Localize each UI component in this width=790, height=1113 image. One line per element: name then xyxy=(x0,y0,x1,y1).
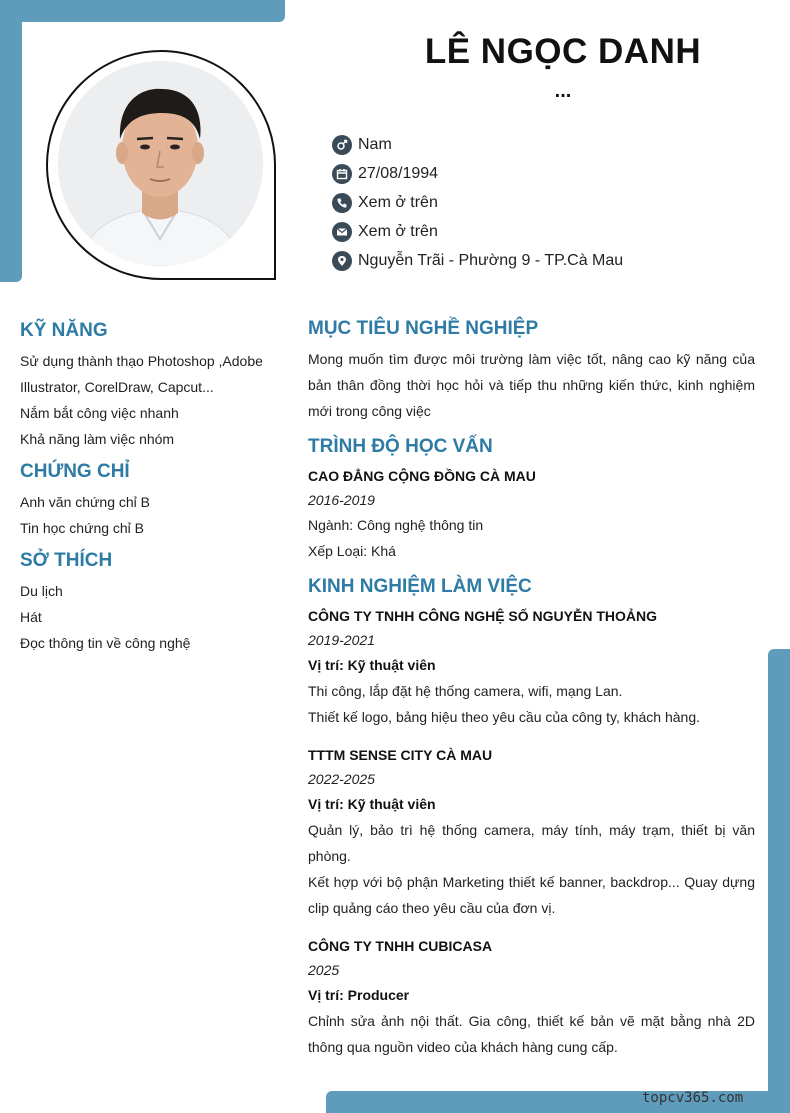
skill-item: Nắm bắt công việc nhanh xyxy=(20,405,179,421)
objective-title: MỤC TIÊU NGHỀ NGHIỆP xyxy=(308,318,539,339)
skill-item: Sử dụng thành thạo Photoshop ,Adobe xyxy=(20,353,263,369)
job-company: CÔNG TY TNHH CUBICASA xyxy=(308,938,493,954)
job-company: CÔNG TY TNHH CÔNG NGHỆ SỐ NGUYỄN THOẢNG xyxy=(308,608,657,624)
hobby-item: Đọc thông tin về công nghệ xyxy=(20,635,191,651)
decor-bar-top xyxy=(0,0,285,22)
certificates-title: CHỨNG CHỈ xyxy=(20,461,130,482)
personal-info xyxy=(332,130,623,275)
info-phone xyxy=(332,188,623,217)
phone-value: Xem ở trên xyxy=(358,193,438,211)
certificate-item: Tin học chứng chỉ B xyxy=(20,520,145,536)
certificate-item: Anh văn chứng chỉ B xyxy=(20,494,151,510)
decor-bar-left xyxy=(0,0,22,282)
right-column xyxy=(308,316,755,1060)
job-years: 2025 xyxy=(308,962,340,978)
calendar-icon xyxy=(332,164,352,184)
school-name: CAO ĐẲNG CỘNG ĐỒNG CÀ MAU xyxy=(308,468,536,484)
candidate-name: LÊ NGỌC DANH xyxy=(424,32,702,71)
job-role: Vị trí: Kỹ thuật viên xyxy=(308,796,436,812)
skill-item: Khả năng làm việc nhóm xyxy=(20,431,175,447)
phone-icon xyxy=(332,193,352,213)
job-entry xyxy=(308,934,755,1060)
left-column xyxy=(20,318,280,663)
profile-photo xyxy=(58,61,263,266)
skills-section xyxy=(20,318,280,452)
hobbies-section xyxy=(20,548,280,656)
job-description: Thiết kế logo, bảng hiệu theo yêu cầu của công ty, khách hàng. xyxy=(308,709,701,725)
email-value: Xem ở trên xyxy=(358,222,438,240)
job-years: 2022-2025 xyxy=(308,771,375,787)
skills-title: KỸ NĂNG xyxy=(20,320,108,341)
watermark-text: topcv365.com xyxy=(642,1090,744,1106)
job-role: Vị trí: Kỹ thuật viên xyxy=(308,657,436,673)
education-section xyxy=(308,434,755,564)
experience-section xyxy=(308,574,755,1060)
education-grade: Xếp Loại: Khá xyxy=(308,543,396,559)
job-description: Thi công, lắp đặt hệ thống camera, wifi, mạng Lan. xyxy=(308,683,623,699)
job-years: 2019-2021 xyxy=(308,632,375,648)
job-company: TTTM SENSE CITY CÀ MAU xyxy=(308,747,493,763)
hobby-item: Du lịch xyxy=(20,583,63,599)
decor-bar-right xyxy=(768,649,790,1113)
skill-item: Illustrator, CorelDraw, Capcut... xyxy=(20,379,214,395)
gender-icon xyxy=(332,135,352,155)
location-icon xyxy=(332,251,352,271)
info-gender xyxy=(332,130,623,159)
birthdate-value: 27/08/1994 xyxy=(358,164,439,182)
education-major: Ngành: Công nghệ thông tin xyxy=(308,517,484,533)
objective-text: Mong muốn tìm được môi trường làm việc tốt, nâng cao kỹ năng của bản thân đồng thời học hỏi và tiếp thu những kiến thức, kinh nghiệm mới trong công việc xyxy=(308,351,755,419)
job-description: Quản lý, bảo trì hệ thống camera, máy tính, máy trạm, thiết bị văn phòng. xyxy=(308,822,755,864)
education-years: 2016-2019 xyxy=(308,492,375,508)
job-role: Vị trí: Producer xyxy=(308,987,410,1003)
email-icon xyxy=(332,222,352,242)
objective-section xyxy=(308,316,755,424)
info-email xyxy=(332,217,623,246)
info-address xyxy=(332,246,623,275)
job-description: Kết hợp với bộ phận Marketing thiết kế banner, backdrop... Quay dựng clip quảng cáo theo yêu cầu của đơn vị. xyxy=(308,874,755,916)
job-entry xyxy=(308,743,755,921)
experience-title: KINH NGHIỆM LÀM VIỆC xyxy=(308,576,532,597)
certificates-section xyxy=(20,459,280,541)
info-birthdate xyxy=(332,159,623,188)
hobby-item: Hát xyxy=(20,609,42,625)
job-description: Chỉnh sửa ảnh nội thất. Gia công, thiết kế bản vẽ mặt bằng nhà 2D thông qua nguồn video của khách hàng cung cấp. xyxy=(308,1013,755,1055)
job-title: ... xyxy=(554,80,572,102)
job-entry xyxy=(308,604,755,730)
gender-value: Nam xyxy=(358,135,392,153)
education-title: TRÌNH ĐỘ HỌC VẤN xyxy=(308,436,493,457)
hobbies-title: SỞ THÍCH xyxy=(20,550,113,571)
address-value: Nguyễn Trãi - Phường 9 - TP.Cà Mau xyxy=(358,251,624,269)
